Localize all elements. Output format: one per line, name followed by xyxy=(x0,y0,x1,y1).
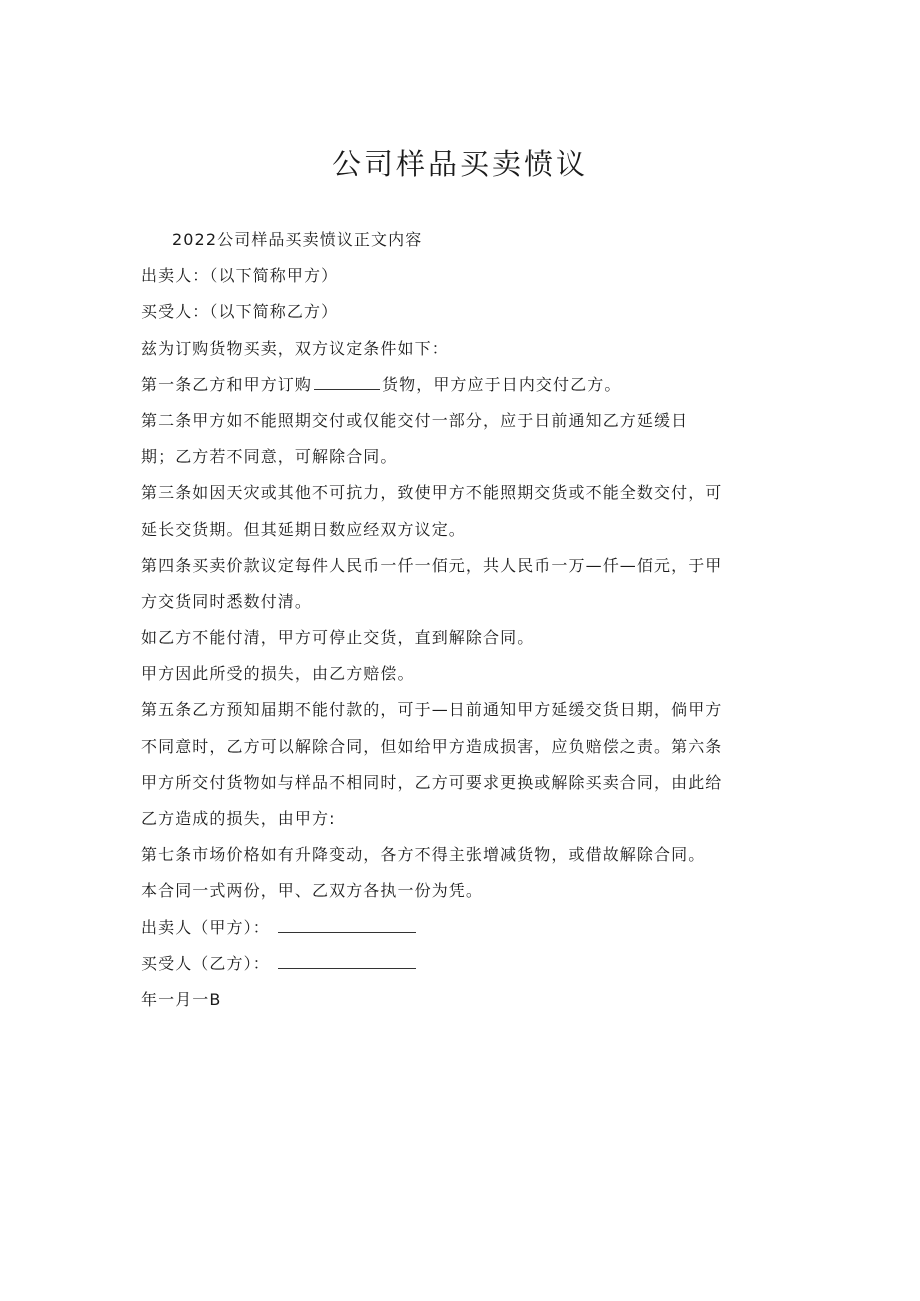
article-3-line-1: 第三条如因天灾或其他不可抗力，致使甲方不能照期交货或不能全数交付，可 xyxy=(141,483,723,503)
article-3-line-2: 延长交货期。但其延期日数应经双方议定。 xyxy=(141,519,466,539)
document-body xyxy=(141,222,781,1018)
date-line: 年一月一B xyxy=(141,989,222,1009)
article-1-part-b: 货物，甲方应于日内交付乙方。 xyxy=(382,374,622,394)
goods-blank xyxy=(314,375,380,390)
buyer-signature-label: 买受人（乙方）： xyxy=(141,953,270,973)
article-6-line-2: 乙方造成的损失，由甲方: xyxy=(141,809,336,828)
document-title: 公司样品买卖愤议 xyxy=(331,147,588,181)
article-6-line-1: 甲方所交付货物如与样品不相同时，乙方可要求更换或解除买卖合同，由此给 xyxy=(141,772,723,792)
seller-signature-line xyxy=(141,910,781,946)
article-1 xyxy=(141,367,781,403)
seller-signature-blank xyxy=(278,918,416,933)
article-2-line-2: 期；乙方若不同意，可解除合同。 xyxy=(141,447,398,467)
intro-line: 兹为订购货物买卖，双方议定条件如下： xyxy=(141,338,449,358)
seller-line: 出卖人：（以下简称甲方） xyxy=(141,266,339,286)
article-4-line-2: 方交货同时悉数付清。 xyxy=(141,591,313,611)
article-7: 第七条市场价格如有升降变动，各方不得主张增减货物，或借故解除合同。 xyxy=(141,845,706,865)
subtitle: 2022公司样品买卖愤议正文内容 xyxy=(172,230,423,249)
seller-signature-label: 出卖人（甲方）： xyxy=(141,917,270,937)
article-1-part-a: 第一条乙方和甲方订购 xyxy=(141,374,313,394)
buyer-signature-line xyxy=(141,946,781,982)
copies-line: 本合同一式两份，甲、乙双方各执一份为凭。 xyxy=(141,881,484,901)
buyer-signature-blank xyxy=(278,954,416,969)
article-2-line-1: 第二条甲方如不能照期交付或仅能交付一部分，应于日前通知乙方延缓日 xyxy=(141,410,689,430)
article-4-line-4: 甲方因此所受的损失，由乙方赔偿。 xyxy=(141,664,415,684)
article-5-line-1: 第五条乙方预知届期不能付款的，可于—日前通知甲方延缓交货日期，倘甲方 xyxy=(141,700,723,720)
article-5-line-2: 不同意时，乙方可以解除合同，但如给甲方造成损害，应负赔偿之责。第六条 xyxy=(141,736,723,756)
article-4-line-1: 第四条买卖价款议定每件人民币一仟一佰元，共人民币一万—仟—佰元，于甲 xyxy=(141,555,723,575)
buyer-line: 买受人：（以下简称乙方） xyxy=(141,302,339,322)
article-4-line-3: 如乙方不能付清，甲方可停止交货，直到解除合同。 xyxy=(141,628,535,648)
